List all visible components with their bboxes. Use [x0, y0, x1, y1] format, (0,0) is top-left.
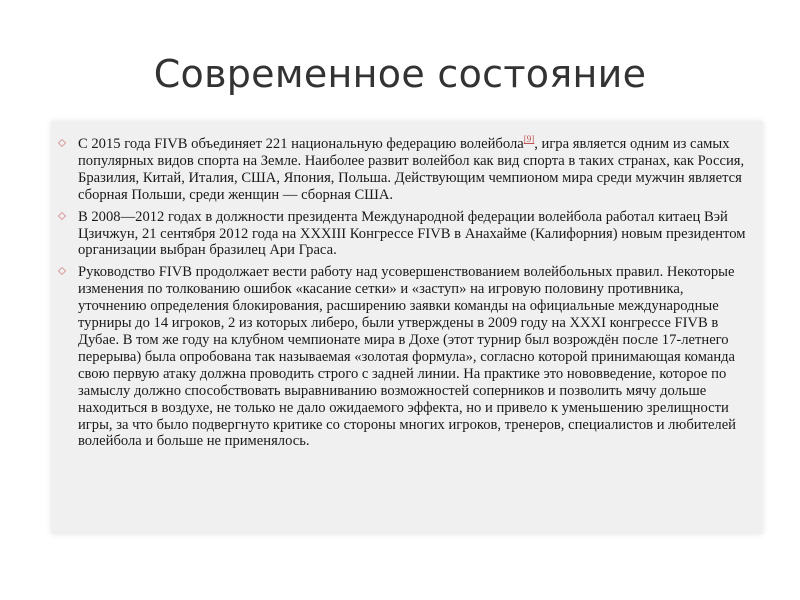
paragraph-text-continued: , игра является одним из самых популярных видов спорта на Земле. Наиболее развит волейбол как вид спорта в таких странах, как Россия, Бразилия, Китай, Италия, США, Япония, Польша. Действующим чемпионом мира среди мужчин является сборная Польши, среди женщин — сборная США. — [78, 136, 745, 203]
hollow-diamond-icon — [58, 212, 66, 220]
hollow-diamond-icon — [58, 267, 66, 275]
paragraph-text: Руководство FIVB продолжает вести работу над усовершенствованием волейбольных правил. Некоторые изменения по толкованию ошибок «касание сетки» и «заступ» на игровую половину противника, уточнению определения блокирования, расширению заявки команды на официальные международные турниры до 14 игроков, 2 из которых либеро, были утверждены в 2009 году на XXXI конгрессе FIVB в Дубае. В том же году на клубном чемпионате мира в Дохе (этот турнир был возрождён после 17-летнего перерыва) была опробована так называемая «золотая формула», согласно которой принимающая команда свою первую атаку должна проводить строго с задней линии. На практике это нововведение, которое по замыслу должно способствовать выравниванию возможностей соперников и позволить мячу дольше находиться в воздухе, не только не дало ожидаемого эффекта, но и привело к уменьшению зрелищности игры, за что было подвергнуто критике со стороны многих игроков, тренеров, специалистов и любителей волейбола и больше не применялось. — [78, 264, 736, 450]
bullet-list — [57, 136, 755, 455]
slide-title: Современное состояние — [153, 52, 647, 96]
reference-link[interactable]: [9] — [523, 134, 535, 145]
hollow-diamond-icon — [58, 139, 66, 147]
list-item — [57, 209, 755, 260]
list-item — [57, 264, 755, 450]
list-item — [57, 136, 755, 204]
paragraph-text: С 2015 года FIVB объединяет 221 национальную федерацию волейбола — [78, 136, 524, 152]
paragraph-text: В 2008—2012 годах в должности президента Международной федерации волейбола работал китаец Вэй Цзичжун, 21 сентября 2012 года на XXXIII Конгрессе FIVB в Анахайме (Калифорния) новым президентом организации выбран бразилец Ари Граса. — [78, 208, 746, 259]
